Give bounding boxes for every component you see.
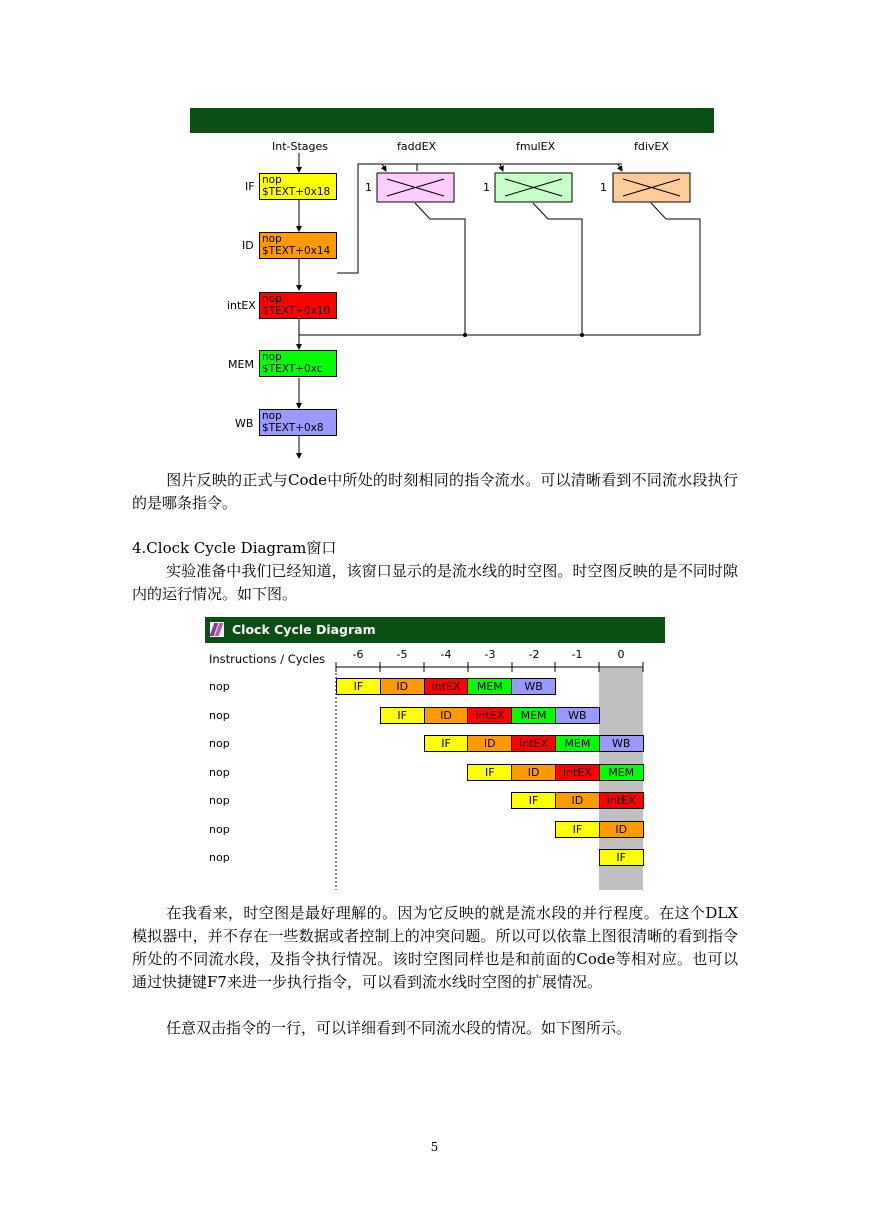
- stage-addr: $TEXT+0x8: [262, 422, 324, 434]
- cycle-tick: -5: [396, 648, 408, 661]
- paragraph-2: [132, 560, 738, 606]
- stage-bar-intex[interactable]: intEX: [555, 764, 600, 781]
- stage-label-mem: MEM: [228, 358, 254, 371]
- stage-bar-intex[interactable]: intEX: [424, 678, 469, 695]
- stage-bar-id[interactable]: ID: [424, 707, 469, 724]
- paragraph-3-text: 在我看来，时空图是最好理解的。因为它反映的就是流水段的并行程度。在这个DLX模拟器中，并不存在一些数据或者控制上的冲突问题。所以可以依靠上图很清晰的看到指令所处的不同流水段，及指令执行情况。该时空图同样也是和前面的Code等相对应。也可以通过快捷键F7来进一步执行指令，可以看到流水线时空图的扩展情况。: [132, 904, 738, 991]
- paragraph-4: [132, 1017, 738, 1040]
- stage-box-intex[interactable]: [259, 292, 337, 319]
- cycle-tick: -6: [352, 648, 364, 661]
- instruction-row-label[interactable]: nop: [209, 708, 230, 722]
- paragraph-2-text: 实验准备中我们已经知道，该窗口显示的是流水线的时空图。时空图反映的是不同时隙内的运行情况。如下图。: [132, 562, 738, 603]
- stage-bar-intex[interactable]: intEX: [511, 735, 556, 752]
- section-heading-4: 4.Clock Cycle Diagram窗口: [132, 539, 337, 557]
- stage-bar-wb[interactable]: WB: [599, 735, 644, 752]
- stage-bar-wb[interactable]: WB: [511, 678, 556, 695]
- paragraph-1-text: 图片反映的正式与Code中所处的时刻相同的指令流水。可以清晰看到不同流水段执行的是哪条指令。: [132, 471, 738, 512]
- stage-bar-mem[interactable]: MEM: [467, 678, 512, 695]
- stage-addr: $TEXT+0x18: [262, 186, 331, 198]
- stage-bar-mem[interactable]: MEM: [599, 764, 644, 781]
- stage-bar-if[interactable]: IF: [467, 764, 512, 781]
- stage-bar-id[interactable]: ID: [467, 735, 512, 752]
- stage-bar-wb[interactable]: WB: [555, 707, 600, 724]
- stage-box-mem[interactable]: [259, 350, 337, 377]
- stage-instr: nop: [262, 174, 282, 186]
- instructions-cycles-header: Instructions / Cycles: [209, 652, 326, 666]
- stage-label-id: ID: [242, 239, 254, 252]
- cycle-tick: -4: [440, 648, 452, 661]
- stage-addr: $TEXT+0x14: [262, 245, 331, 257]
- stage-instr: nop: [262, 293, 282, 305]
- pipeline-figure: [190, 108, 714, 463]
- instruction-row-label[interactable]: nop: [209, 737, 230, 750]
- ccd-title: Clock Cycle Diagram: [232, 622, 376, 637]
- cycle-tick: -2: [528, 648, 540, 661]
- cycle-tick: -1: [571, 648, 583, 661]
- faddex-label: faddEX: [397, 140, 437, 153]
- stage-instr: nop: [262, 410, 282, 422]
- stage-bar-if[interactable]: IF: [380, 707, 425, 724]
- stage-bar-if[interactable]: IF: [424, 735, 469, 752]
- faddex-count: 1: [365, 181, 372, 194]
- stage-box-id[interactable]: [259, 232, 337, 259]
- stage-label-wb: WB: [235, 417, 254, 430]
- stage-addr: $TEXT+0xc: [262, 363, 323, 375]
- instruction-row-label[interactable]: nop: [209, 794, 230, 807]
- stage-box-if[interactable]: [259, 173, 337, 200]
- stage-instr: nop: [262, 233, 282, 245]
- fdivex-count: 1: [600, 181, 607, 194]
- instruction-row-label[interactable]: nop: [209, 765, 230, 779]
- stage-label-intex: intEX: [227, 299, 256, 312]
- stage-bar-if[interactable]: IF: [511, 792, 556, 809]
- stage-box-wb[interactable]: [259, 409, 337, 436]
- stage-instr: nop: [262, 351, 282, 363]
- stage-bar-if[interactable]: IF: [599, 849, 644, 866]
- stage-bar-id[interactable]: ID: [511, 764, 556, 781]
- stage-bar-intex[interactable]: intEX: [599, 792, 644, 809]
- page-number: 5: [430, 1140, 439, 1154]
- fmulex-label: fmulEX: [516, 140, 556, 153]
- instruction-row-label[interactable]: nop: [209, 822, 230, 836]
- instruction-row-label[interactable]: nop: [209, 680, 230, 693]
- stage-bar-id[interactable]: ID: [599, 821, 644, 838]
- stage-addr: $TEXT+0x10: [262, 305, 331, 317]
- stage-bar-intex[interactable]: intEX: [467, 707, 512, 724]
- paragraph-1: [132, 469, 738, 515]
- int-stages-label: Int-Stages: [272, 140, 329, 153]
- clock-cycle-diagram-window: [205, 617, 665, 890]
- paragraph-3: [132, 902, 738, 994]
- fdivex-label: fdivEX: [634, 140, 669, 153]
- stage-bar-id[interactable]: ID: [380, 678, 425, 695]
- stage-bar-id[interactable]: ID: [555, 792, 600, 809]
- paragraph-4-text: 任意双击指令的一行，可以详细看到不同流水段的情况。如下图所示。: [166, 1019, 632, 1037]
- cycle-tick: 0: [617, 648, 625, 661]
- stage-label-if: IF: [245, 180, 255, 193]
- stage-bar-mem[interactable]: MEM: [511, 707, 556, 724]
- instruction-row-label[interactable]: nop: [209, 851, 230, 864]
- stage-bar-mem[interactable]: MEM: [555, 735, 600, 752]
- stage-bar-if[interactable]: IF: [555, 821, 600, 838]
- stage-bar-if[interactable]: IF: [336, 678, 381, 695]
- cycle-tick: -3: [484, 648, 496, 661]
- fmulex-count: 1: [483, 181, 490, 194]
